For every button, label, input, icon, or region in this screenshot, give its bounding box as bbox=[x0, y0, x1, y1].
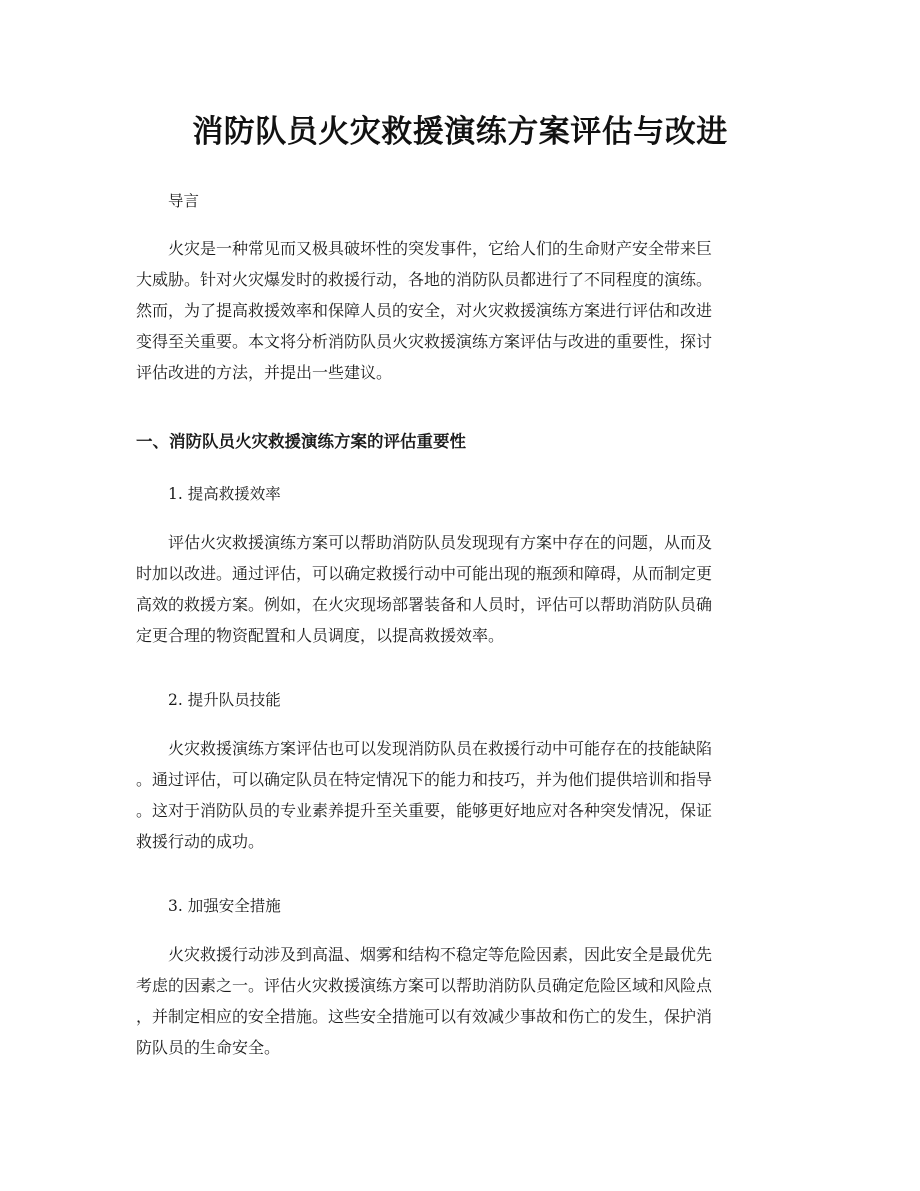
paragraph-line: 考虑的因素之一。评估火灾救援演练方案可以帮助消防队员确定危险区域和风险点 bbox=[136, 976, 713, 995]
paragraph-line: 。通过评估，可以确定队员在特定情况下的能力和技巧，并为他们提供培训和指导 bbox=[136, 770, 713, 789]
intro-paragraph bbox=[136, 233, 788, 388]
paragraph-line: 定更合理的物资配置和人员调度，以提高救援效率。 bbox=[136, 626, 505, 645]
subsection-label: 1. 提高救援效率 bbox=[168, 485, 281, 503]
paragraph-line: 火灾是一种常见而又极具破坏性的突发事件，它给人们的生命财产安全带来巨 bbox=[168, 239, 713, 258]
paragraph-line: 救援行动的成功。 bbox=[136, 832, 265, 851]
subsection-paragraph bbox=[136, 939, 788, 1063]
paragraph-line: 时加以改进。通过评估，可以确定救援行动中可能出现的瓶颈和障碍，从而制定更 bbox=[136, 564, 713, 583]
subsection-paragraph bbox=[136, 527, 788, 651]
paragraph-line: 防队员的生命安全。 bbox=[136, 1038, 281, 1057]
section-heading: 一、消防队员火灾救援演练方案的评估重要性 bbox=[136, 432, 466, 451]
paragraph-line: 评估改进的方法，并提出一些建议。 bbox=[136, 363, 393, 382]
paragraph-line: 然而，为了提高救援效率和保障人员的安全，对火灾救援演练方案进行评估和改进 bbox=[136, 301, 713, 320]
paragraph-line: 变得至关重要。本文将分析消防队员火灾救援演练方案评估与改进的重要性，探讨 bbox=[136, 332, 713, 351]
paragraph-line: 火灾救援行动涉及到高温、烟雾和结构不稳定等危险因素，因此安全是最优先 bbox=[168, 945, 713, 964]
document-title: 消防队员火灾救援演练方案评估与改进 bbox=[192, 114, 728, 150]
paragraph-line: 火灾救援演练方案评估也可以发现消防队员在救援行动中可能存在的技能缺陷 bbox=[168, 739, 713, 758]
subsection-label: 2. 提升队员技能 bbox=[168, 691, 281, 709]
intro-label: 导言 bbox=[168, 192, 200, 210]
paragraph-line: ，并制定相应的安全措施。这些安全措施可以有效减少事故和伤亡的发生，保护消 bbox=[136, 1007, 713, 1026]
paragraph-line: 。这对于消防队员的专业素养提升至关重要，能够更好地应对各种突发情况，保证 bbox=[136, 801, 713, 820]
paragraph-line: 评估火灾救援演练方案可以帮助消防队员发现现有方案中存在的问题，从而及 bbox=[168, 533, 713, 552]
subsection-label: 3. 加强安全措施 bbox=[168, 897, 281, 915]
paragraph-line: 大威胁。针对火灾爆发时的救援行动，各地的消防队员都进行了不同程度的演练。 bbox=[136, 270, 713, 289]
paragraph-line: 高效的救援方案。例如，在火灾现场部署装备和人员时，评估可以帮助消防队员确 bbox=[136, 595, 713, 614]
subsection-paragraph bbox=[136, 733, 788, 857]
